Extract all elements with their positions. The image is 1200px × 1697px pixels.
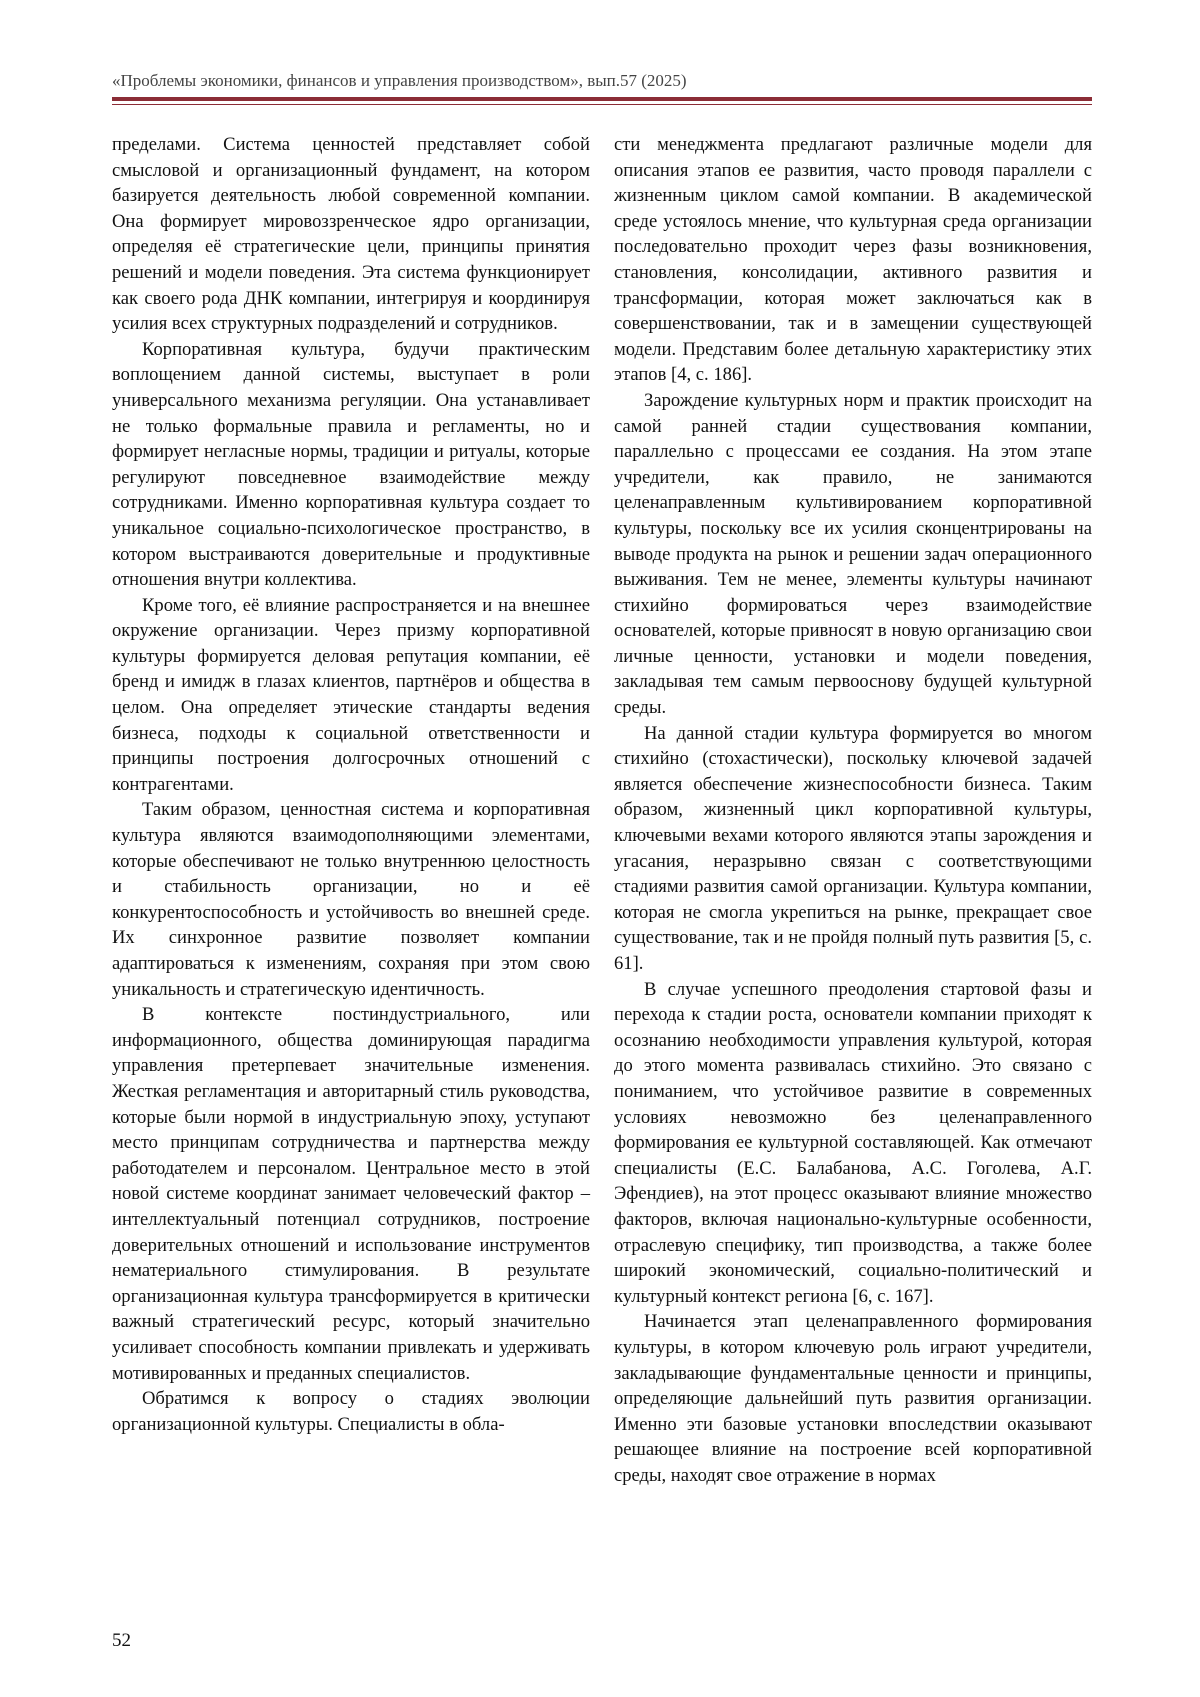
paragraph: На данной стадии культура формируется во многом стихийно (стохастически), поскольку ключевой задачей является обеспечение жизнеспособности бизнеса. Таким образом, жизненный цикл корпоративной культуры, ключевыми вехами которого являются этапы зарождения и угасания, неразрывно связан с соответствующими стадиями развития самой организации. Культура компании, которая не смогла укрепиться на рынке, прекращает свое существование, так и не пройдя полный путь развития [5, с. 61].	[614, 722, 1092, 974]
right-text-column	[614, 132, 1092, 1488]
left-text-column	[112, 132, 590, 1437]
paragraph: пределами. Система ценностей представляет собой смысловой и организационный фундамент, на котором базируется деятельность любой современной компании. Она формирует мировоззренческое ядро организации, определяя её стратегические цели, принципы принятия решений и модели поведения. Эта система функционирует как своего рода ДНК компании, интегрируя и координируя усилия всех структурных подразделений и сотрудников.	[112, 134, 590, 335]
journal-running-header: «Проблемы экономики, финансов и управления производством», вып.57 (2025)	[112, 71, 687, 90]
paragraph: Обратимся к вопросу о стадиях эволюции организационной культуры. Специалисты в обла-	[112, 1388, 590, 1435]
paragraph: В случае успешного преодоления стартовой фазы и перехода к стадии роста, основатели компании приходят к осознанию необходимости управления культурой, которая до этого момента развивалась стихийно. Это связано с пониманием, что устойчивое развитие в современных условиях невозможно без целенаправленного формирования ее культурной составляющей. Как отмечают специалисты (Е.С. Балабанова, А.С. Гоголева, А.Г. Эфендиев), на этот процесс оказывают влияние множество факторов, включая национально-культурные особенности, отраслевую специфику, тип производства, а также более широкий экономический, социально-политический и культурный контекст региона [6, с. 167].	[614, 978, 1092, 1307]
paragraph: Кроме того, её влияние распространяется и на внешнее окружение организации. Через призму корпоративной культуры формируется деловая репутация компании, её бренд и имидж в глазах клиентов, партнёров и общества в целом. Она определяет этические стандарты ведения бизнеса, подходы к социальной ответственности и принципы построения долгосрочных отношений с контрагентами.	[112, 594, 590, 795]
paragraph: Таким образом, ценностная система и корпоративная культура являются взаимодополняющими элементами, которые обеспечивают не только внутреннюю целостность и стабильность организации, но и её конкурентоспособность и устойчивость во внешней среде. Их синхронное развитие позволяет компании адаптироваться к изменениям, сохраняя при этом свою уникальность и стратегическую идентичность.	[112, 799, 590, 1000]
paragraph: сти менеджмента предлагают различные модели для описания этапов ее развития, часто проводя параллели с жизненным циклом самой компании. В академической среде устоялось мнение, что культурная среда организации последовательно проходит через фазы возникновения, становления, консолидации, активного развития и трансформации, которая может заключаться как в совершенствовании, так и в замещении существующей модели. Представим более детальную характеристику этих этапов [4, с. 186].	[614, 134, 1092, 386]
paragraph: В контексте постиндустриального, или информационного, общества доминирующая парадигма управления претерпевает значительные изменения. Жесткая регламентация и авторитарный стиль руководства, которые были нормой в индустриальную эпоху, уступают место принципам сотрудничества и партнерства между работодателем и персоналом. Центральное место в этой новой системе координат занимает человеческий фактор – интеллектуальный потенциал сотрудников, построение доверительных отношений и использование инструментов нематериального стимулирования. В результате организационная культура трансформируется в критически важный стратегический ресурс, который значительно усиливает способность компании привлекать и удерживать мотивированных и преданных специалистов.	[112, 1004, 590, 1384]
header-rule-thick	[112, 97, 1092, 101]
paragraph: Зарождение культурных норм и практик происходит на самой ранней стадии существования компании, параллельно с процессами ее создания. На этом этапе учредители, как правило, не занимаются целенаправленным культивированием корпоративной культуры, поскольку все их усилия сконцентрированы на выводе продукта на рынок и решении задач операционного выживания. Тем не менее, элементы культуры начинают стихийно формироваться через взаимодействие основателей, которые привносят в новую организацию свои личные ценности, установки и модели поведения, закладывая тем самым первооснову будущей культурной среды.	[614, 389, 1092, 719]
paragraph: Корпоративная культура, будучи практическим воплощением данной системы, выступает в роли универсального механизма регуляции. Она устанавливает не только формальные правила и регламенты, но и формирует негласные нормы, традиции и ритуалы, которые регулируют повседневное взаимодействие между сотрудниками. Именно корпоративная культура создает то уникальное социально-психологическое пространство, в котором выстраиваются доверительные и продуктивные отношения внутри коллектива.	[112, 338, 590, 591]
header-rule-thin	[112, 104, 1092, 105]
paragraph: Начинается этап целенаправленного формирования культуры, в котором ключевую роль играют учредители, закладывающие фундаментальные ценности и принципы, определяющие дальнейший путь развития организации. Именно эти базовые установки впоследствии оказывают решающее влияние на построение всей корпоративной среды, находят свое отражение в нормах	[614, 1311, 1092, 1486]
page-number: 52	[112, 1630, 131, 1651]
